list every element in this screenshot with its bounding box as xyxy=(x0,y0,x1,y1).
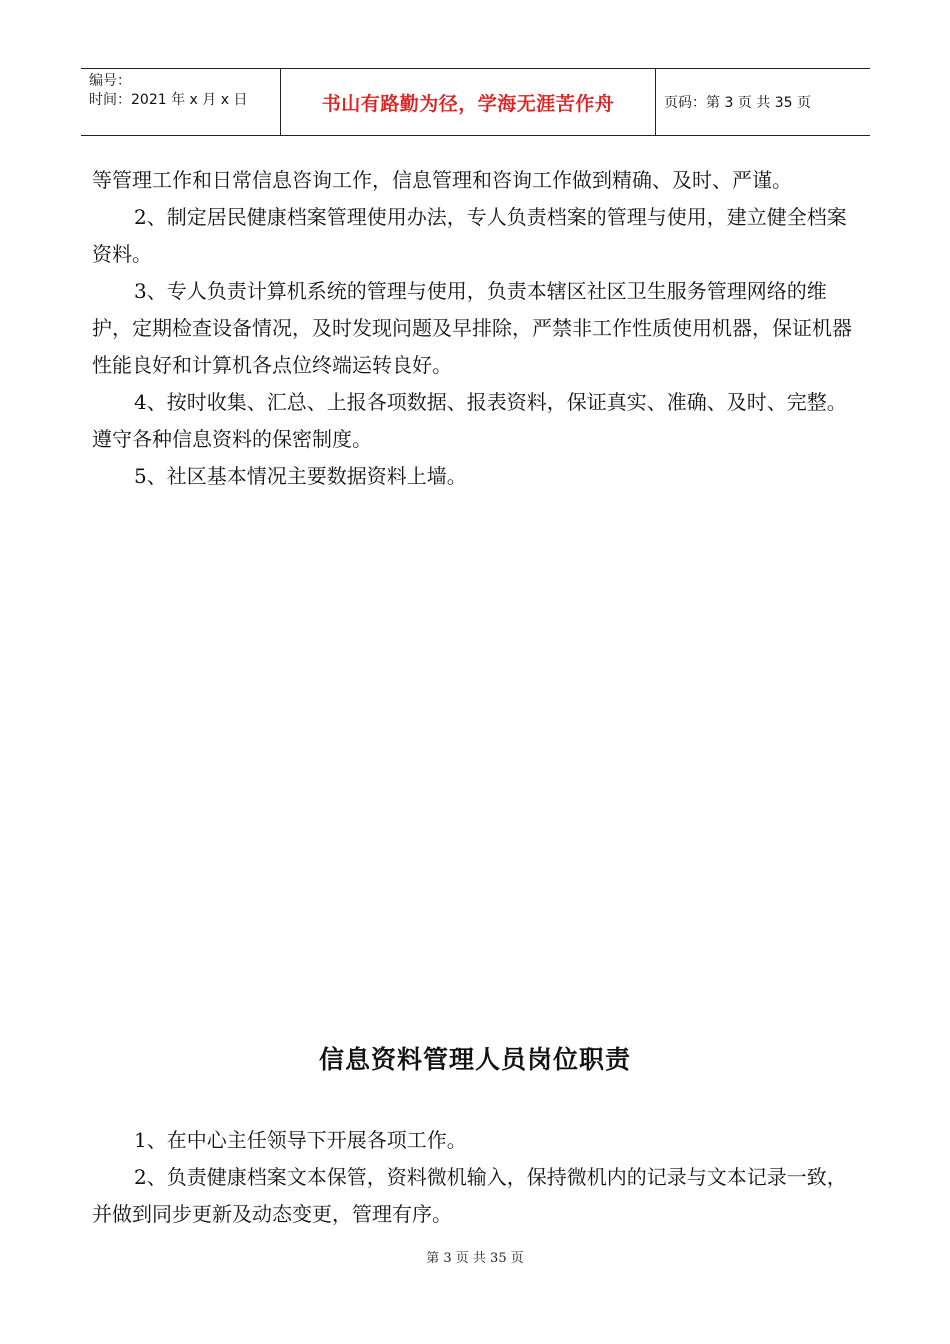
number-label: 编号： xyxy=(89,73,131,89)
header-page-info: 页码：第 3 页 共 35 页 xyxy=(664,95,811,111)
page-header xyxy=(81,68,870,136)
page-footer: 第 3 页 共 35 页 xyxy=(426,1251,524,1266)
header-motto: 书山有路勤为径，学海无涯苦作舟 xyxy=(281,69,656,135)
section-body xyxy=(92,1122,862,1233)
duty-item-3: 3、专人负责计算机系统的管理与使用，负责本辖区社区卫生服务管理网络的维护，定期检查设备情况，及时发现问题及早排除，严禁非工作性质使用机器，保证机器性能良好和计算机各点位终端运转良好。 xyxy=(92,279,852,377)
continuation-paragraph: 等管理工作和日常信息咨询工作，信息管理和咨询工作做到精确、及时、严谨。 xyxy=(92,168,792,192)
section-item-1: 1、在中心主任领导下开展各项工作。 xyxy=(134,1128,467,1152)
section-title: 信息资料管理人员岗位职责 xyxy=(318,1045,631,1074)
duty-item-5: 5、社区基本情况主要数据资料上墙。 xyxy=(134,464,467,488)
upper-body xyxy=(92,162,862,495)
section-item-2: 2、负责健康档案文本保管，资料微机输入，保持微机内的记录与文本记录一致，并做到同步更新及动态变更，管理有序。 xyxy=(92,1165,847,1226)
duty-item-2: 2、制定居民健康档案管理使用办法，专人负责档案的管理与使用，建立健全档案资料。 xyxy=(92,205,847,266)
time-label: 时间：2021 年 x 月 x 日 xyxy=(89,92,248,108)
header-meta xyxy=(81,69,281,135)
duty-item-4: 4、按时收集、汇总、上报各项数据、报表资料，保证真实、准确、及时、完整。遵守各种信息资料的保密制度。 xyxy=(92,390,847,451)
